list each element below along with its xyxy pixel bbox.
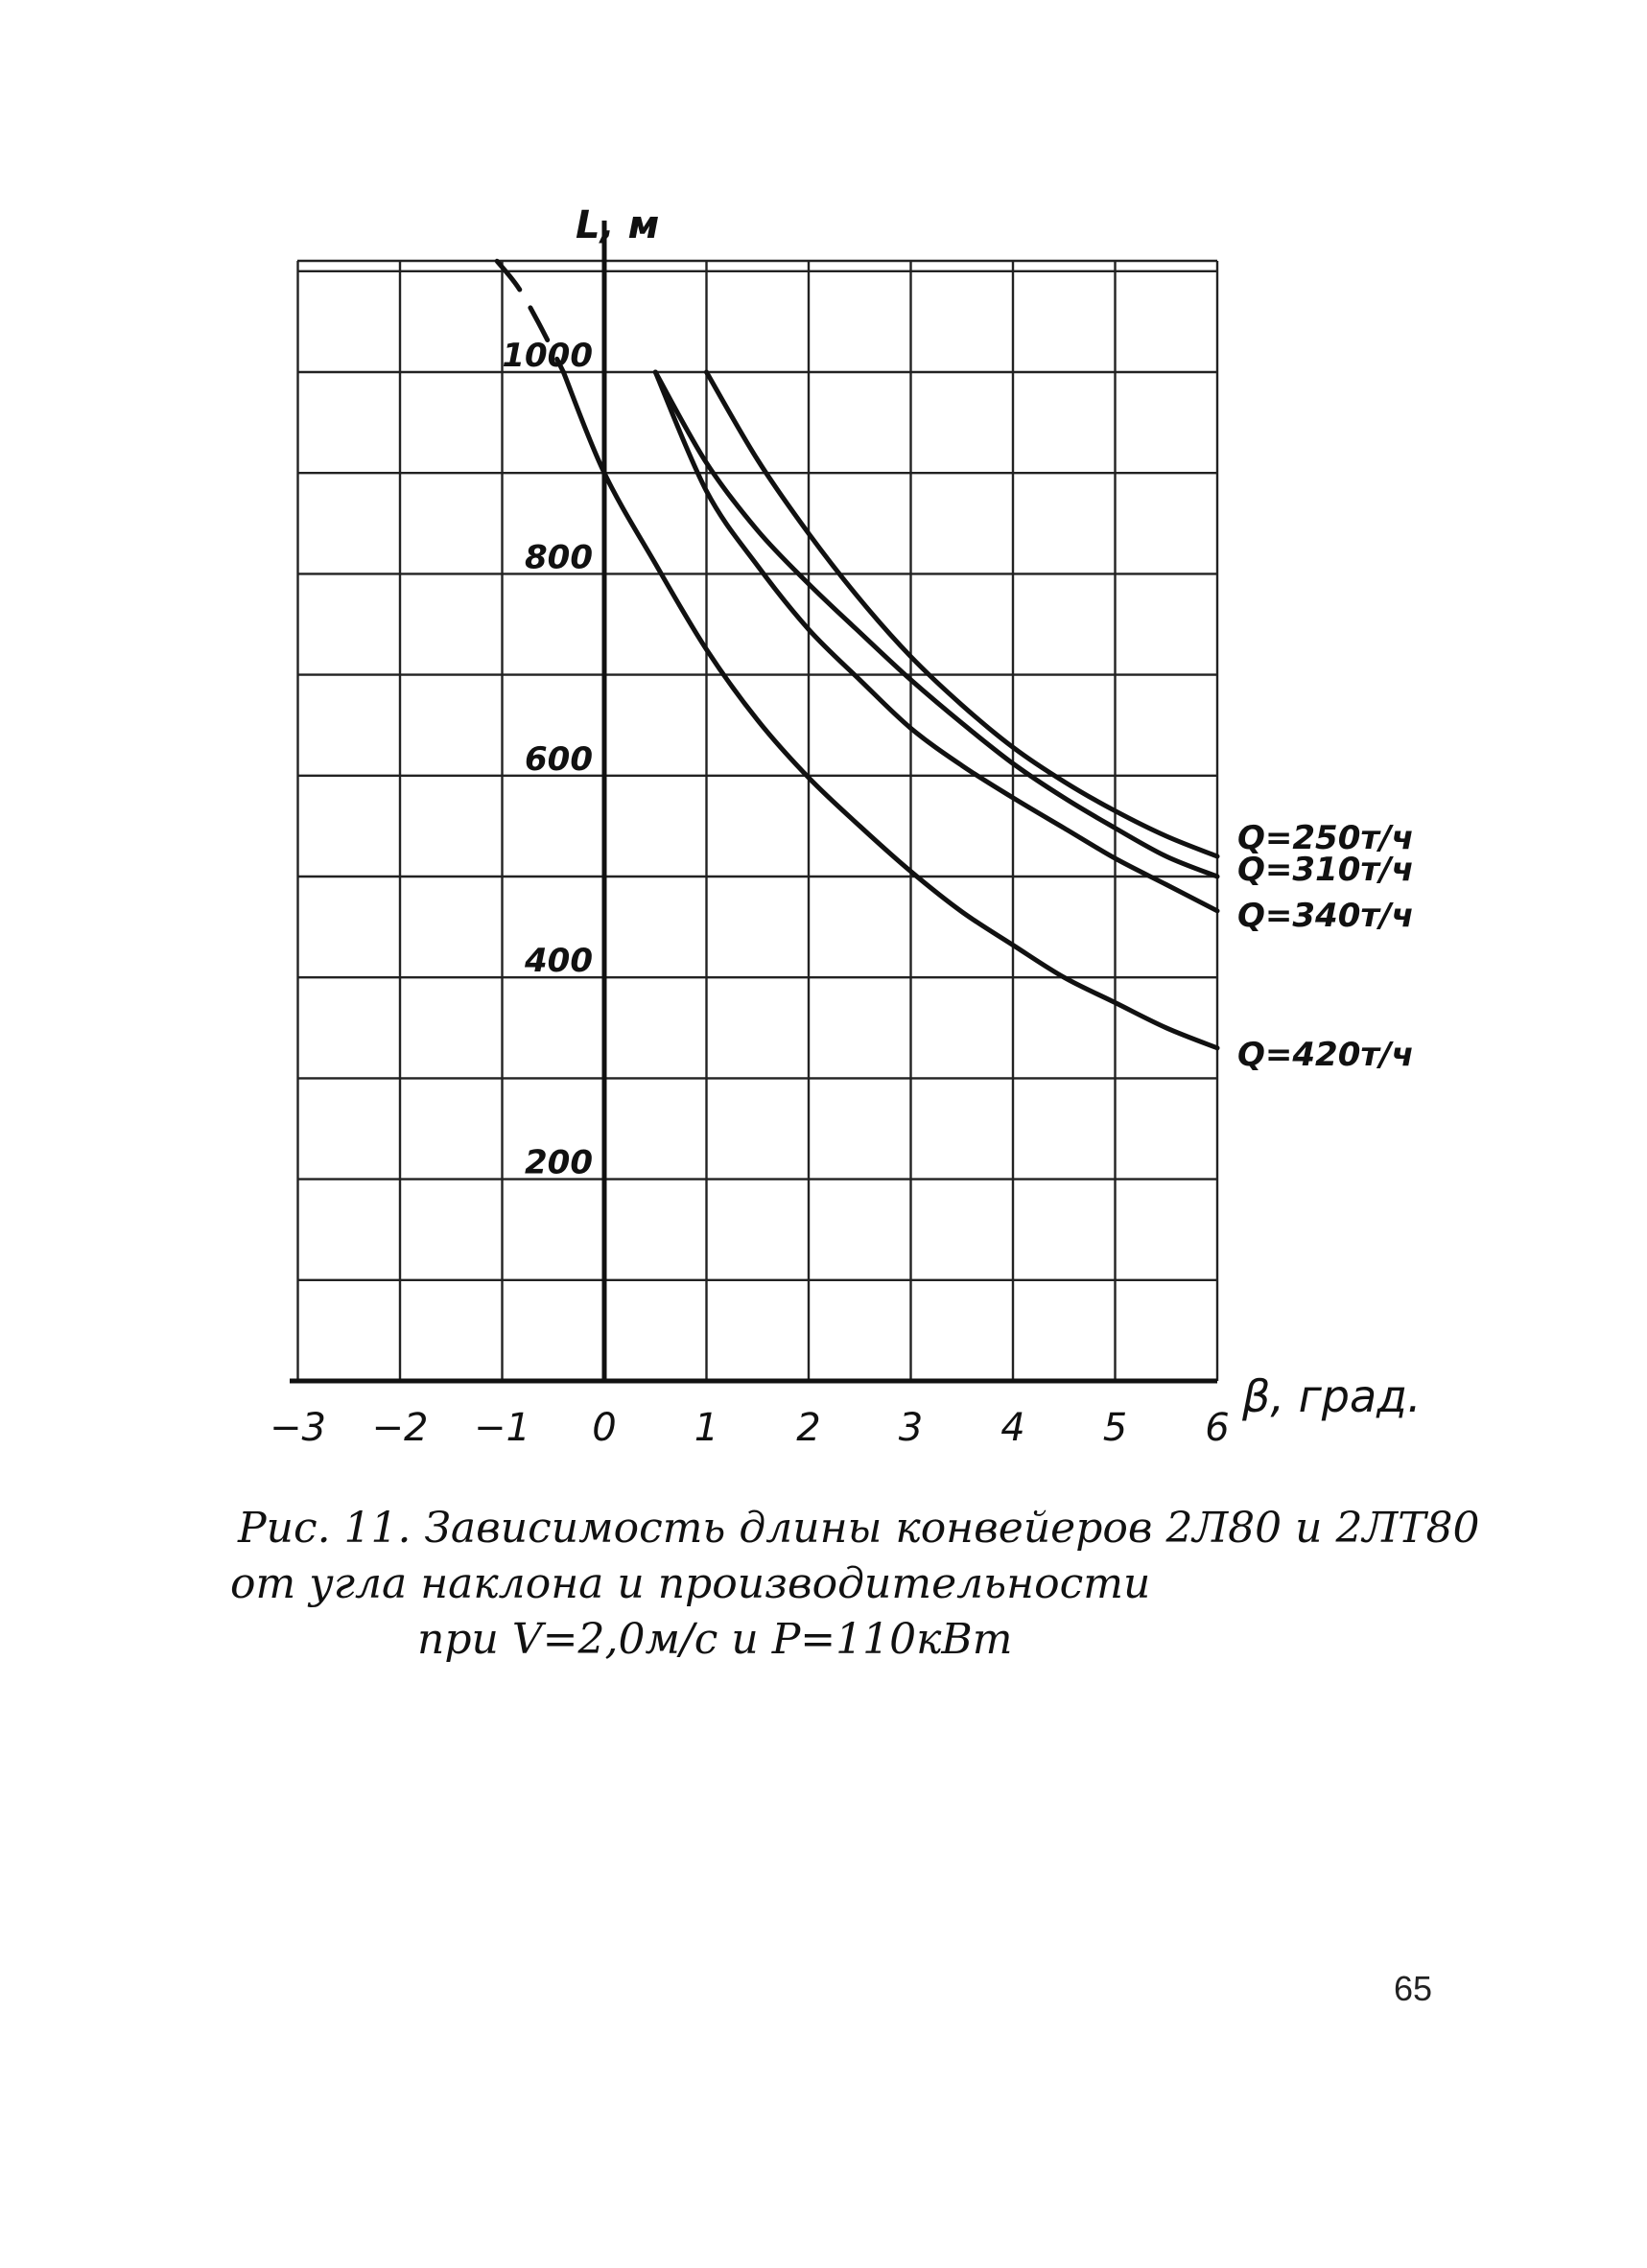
series-line xyxy=(707,372,1218,856)
caption-line-3: при V=2,0м/с и P=110кВт xyxy=(417,1615,1013,1664)
caption-line-1: Рис. 11. Зависимость длины конвейеров 2Л80 и 2ЛТ80 xyxy=(238,1504,1480,1553)
x-tick-label: 1 xyxy=(694,1406,719,1450)
x-tick-label: 3 xyxy=(898,1406,924,1450)
x-tick-label: 5 xyxy=(1102,1406,1128,1450)
chart-axes xyxy=(290,221,1217,1381)
series-label: Q=340т/ч xyxy=(1237,896,1414,935)
chart-labels xyxy=(270,203,1422,1450)
x-tick-label: −1 xyxy=(474,1406,530,1450)
x-tick-label: 2 xyxy=(796,1406,821,1450)
chart-grid xyxy=(297,261,1217,1381)
y-tick-label: 800 xyxy=(525,538,593,577)
x-tick-label: 6 xyxy=(1205,1406,1230,1450)
y-tick-label: 400 xyxy=(525,942,593,981)
x-tick-label: 4 xyxy=(1000,1406,1025,1450)
figure-caption xyxy=(230,1501,1480,1668)
x-tick-label: 0 xyxy=(592,1406,617,1450)
y-tick-label: 1000 xyxy=(502,337,593,375)
series-label: Q=250т/ч xyxy=(1237,818,1414,857)
y-tick-label: 600 xyxy=(525,739,593,779)
series-label: Q=420т/ч xyxy=(1237,1035,1414,1074)
y-axis-title: L, м xyxy=(576,203,660,247)
y-tick-label: 200 xyxy=(525,1143,593,1182)
x-axis-title: β, град. xyxy=(1242,1370,1422,1422)
x-tick-label: −2 xyxy=(371,1406,429,1450)
caption-line-2: от угла наклона и производительности xyxy=(230,1559,1151,1608)
series-line xyxy=(655,372,1217,877)
x-tick-label: −3 xyxy=(270,1406,326,1450)
page-number: 65 xyxy=(1394,1969,1433,2008)
series-label: Q=310т/ч xyxy=(1237,851,1414,889)
series-line xyxy=(655,372,1217,911)
